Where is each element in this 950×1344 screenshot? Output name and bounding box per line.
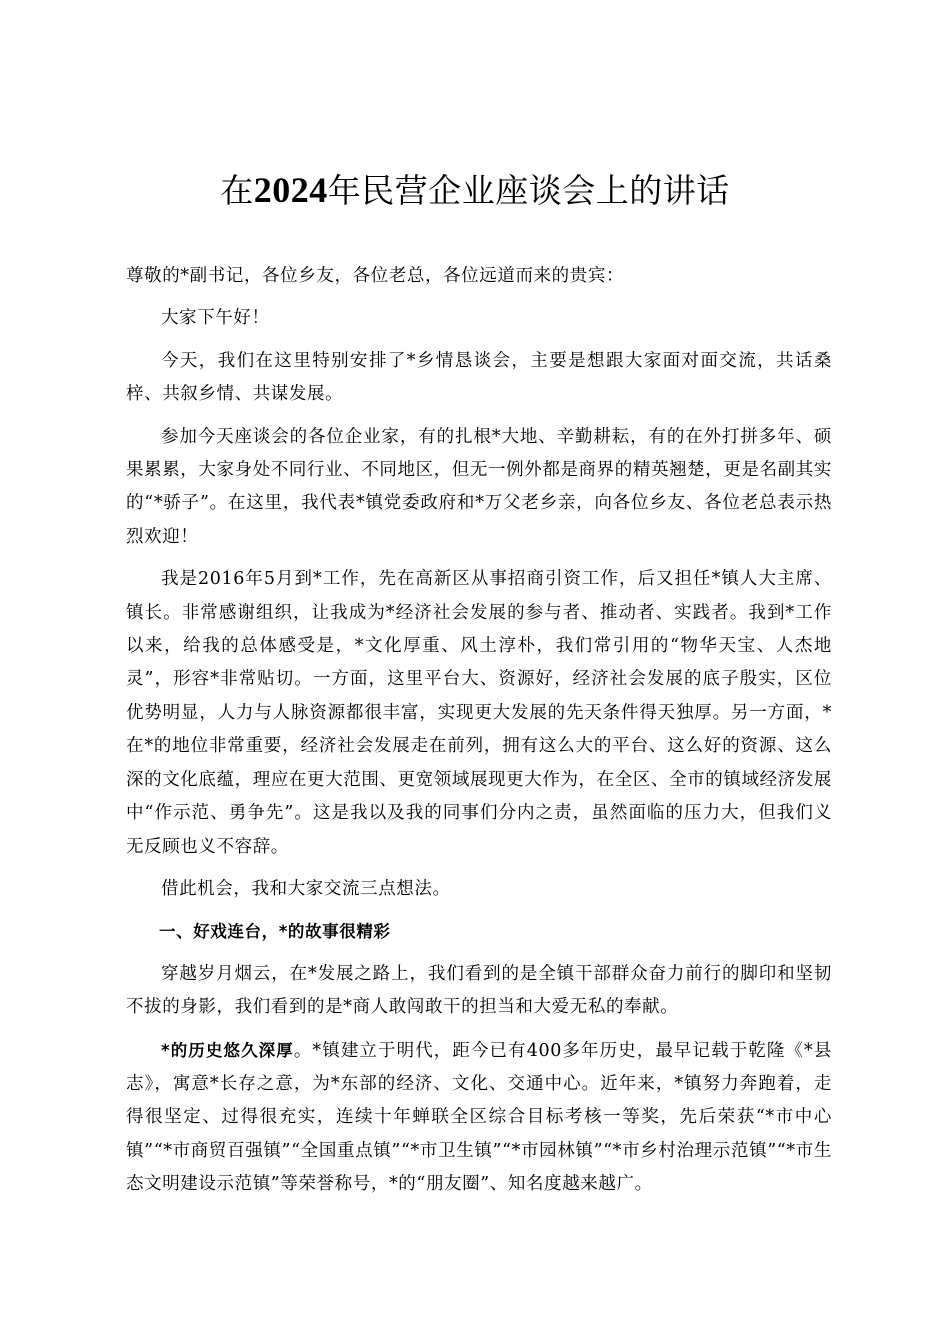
section-heading: 一、好戏连台，*的故事很精彩 [159, 922, 391, 942]
document-body [126, 260, 832, 1211]
paragraph-lead-end: 。 [293, 1040, 313, 1061]
paragraph: 我是2016年5月到*工作，先在高新区从事招商引资工作，后又担任*镇人大主席、镇长。非常感谢组织，让我成为*经济社会发展的参与者、推动者、实践者。我到*工作以来，给我的总体感受是，*文化厚重、风土淳朴，我们常引用的“物华天宝、人杰地灵”，形容*非常贴切。一方面，这里平台大、资源好，经济社会发展的底子殷实，区位优势明显，人力与人脉资源都很丰富，实现更大发展的先天条件得天独厚。另一方面，*在*的地位非常重要，经济社会发展走在前列，拥有这么大的平台、这么好的资源、这么深的文化底蕴，理应在更大范围、更宽领域展现更大作为，在全区、全市的镇域经济发展中“作示范、勇争先”。这是我以及我的同事们分内之责，虽然面临的压力大，但我们义无反顾也义不容辞。 [126, 569, 832, 857]
greeting: 大家下午好！ [161, 308, 270, 329]
paragraph [126, 1034, 832, 1202]
title-suffix: 年民营企业座谈会上的讲话 [327, 171, 730, 210]
paragraph: 借此机会，我和大家交流三点想法。 [161, 878, 451, 899]
title-year: 2024 [253, 170, 328, 210]
paragraph: 参加今天座谈会的各位企业家，有的扎根*大地、辛勤耕耘，有的在外打拼多年、硕果累累，大家身处不同行业、不同地区，但无一例外都是商界的精英翘楚，更是名副其实的“*骄子”。在这里，我代表*镇党委政府和*万父老乡亲，向各位乡友、各位老总表示热烈欢迎！ [126, 426, 832, 547]
paragraph-lead: *的历史悠久深厚 [161, 1040, 294, 1060]
salutation: 尊敬的*副书记，各位乡友，各位老总，各位远道而来的贵宾： [126, 266, 625, 286]
title-prefix: 在 [220, 171, 254, 210]
paragraph: 穿越岁月烟云，在*发展之路上，我们看到的是全镇干部群众奋力前行的脚印和坚韧不拔的身影，我们看到的是*商人敢闯敢干的担当和大爱无私的奉献。 [126, 963, 832, 1018]
paragraph: 今天，我们在这里特别安排了*乡情恳谈会，主要是想跟大家面对面交流，共话桑梓、共叙乡情、共谋发展。 [126, 350, 832, 405]
document-title [0, 166, 950, 215]
paragraph-text: *镇建立于明代，距今已有400多年历史，最早记载于乾隆《*县志》，寓意*长存之意，为*东部的经济、文化、交通中心。近年来，*镇努力奔跑着，走得很坚定、过得很充实，连续十年蝉联全区综合目标考核一等奖，先后荣获“*市中心镇”“*市商贸百强镇”“全国重点镇”“*市卫生镇”“*市园林镇”“*市乡村治理示范镇”“*市生态文明建设示范镇”等荣誉称号，*的“朋友圈”、知名度越来越广。 [126, 1040, 832, 1195]
